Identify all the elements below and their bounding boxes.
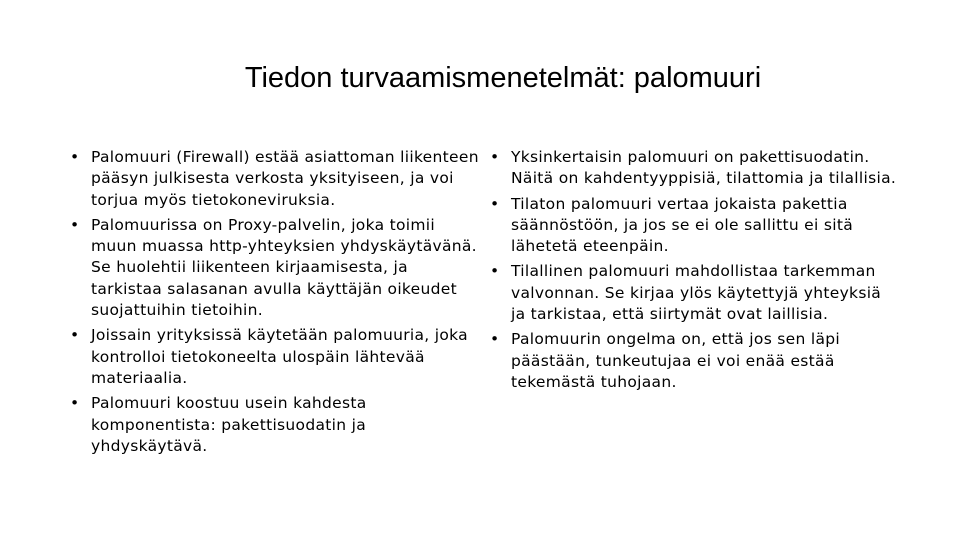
list-item <box>70 215 480 321</box>
bullet-marker: • <box>70 326 80 345</box>
list-item <box>490 329 900 393</box>
bullet-text: Palomuuri (Firewall) estää asiattoman liikenteen pääsyn julkisesta verkosta yksityiseen, ja voi torjua myös tietokoneviruksia. <box>91 148 479 209</box>
slide-title: Tiedon turvaamismenetelmät: palomuuri <box>244 62 762 94</box>
bullet-marker: • <box>490 148 500 166</box>
right-bullet-list <box>490 147 900 397</box>
bullet-text: Palomuuri koostuu usein kahdesta komponentista: pakettisuodatin ja yhdyskäytävä. <box>91 394 367 455</box>
bullet-text: Palomuurissa on Proxy-palvelin, joka toimii muun muassa http-yhteyksien yhdyskäytävänä. Se huolehtii liikenteen kirjaamisesta, ja tarkistaa salasanan avulla käyttäjän oikeudet suojattuihin tietoihin. <box>91 215 477 320</box>
list-item <box>490 147 900 190</box>
list-item <box>70 325 480 389</box>
list-item <box>490 194 900 258</box>
list-item <box>70 393 480 457</box>
bullet-marker: • <box>490 330 500 349</box>
list-item <box>70 147 480 211</box>
left-bullet-list <box>70 147 480 461</box>
bullet-marker: • <box>70 394 80 413</box>
bullet-marker: • <box>490 262 500 281</box>
bullet-marker: • <box>70 148 80 166</box>
bullet-text: Tilaton palomuuri vertaa jokaista pakettia säännöstöön, ja jos se ei ole sallittu ei sitä lähetetä eteenpäin. <box>511 194 854 256</box>
bullet-text: Yksinkertaisin palomuuri on pakettisuodatin. Näitä on kahdentyyppisiä, tilattomia ja tilallisia. <box>511 148 897 188</box>
bullet-marker: • <box>490 194 500 213</box>
bullet-text: Palomuurin ongelma on, että jos sen läpi päästään, tunkeutujaa ei voi enää estää tekemästä tuhojaan. <box>511 330 841 391</box>
bullet-text: Tilallinen palomuuri mahdollistaa tarkemman valvonnan. Se kirjaa ylös käytettyjä yhteyksiä ja tarkistaa, että siirtymät ovat laillisia. <box>511 262 882 324</box>
list-item <box>490 261 900 325</box>
bullet-marker: • <box>70 215 80 234</box>
bullet-text: Joissain yrityksissä käytetään palomuuria, joka kontrolloi tietokoneelta ulospäin lähtevää materiaalia. <box>91 326 468 387</box>
